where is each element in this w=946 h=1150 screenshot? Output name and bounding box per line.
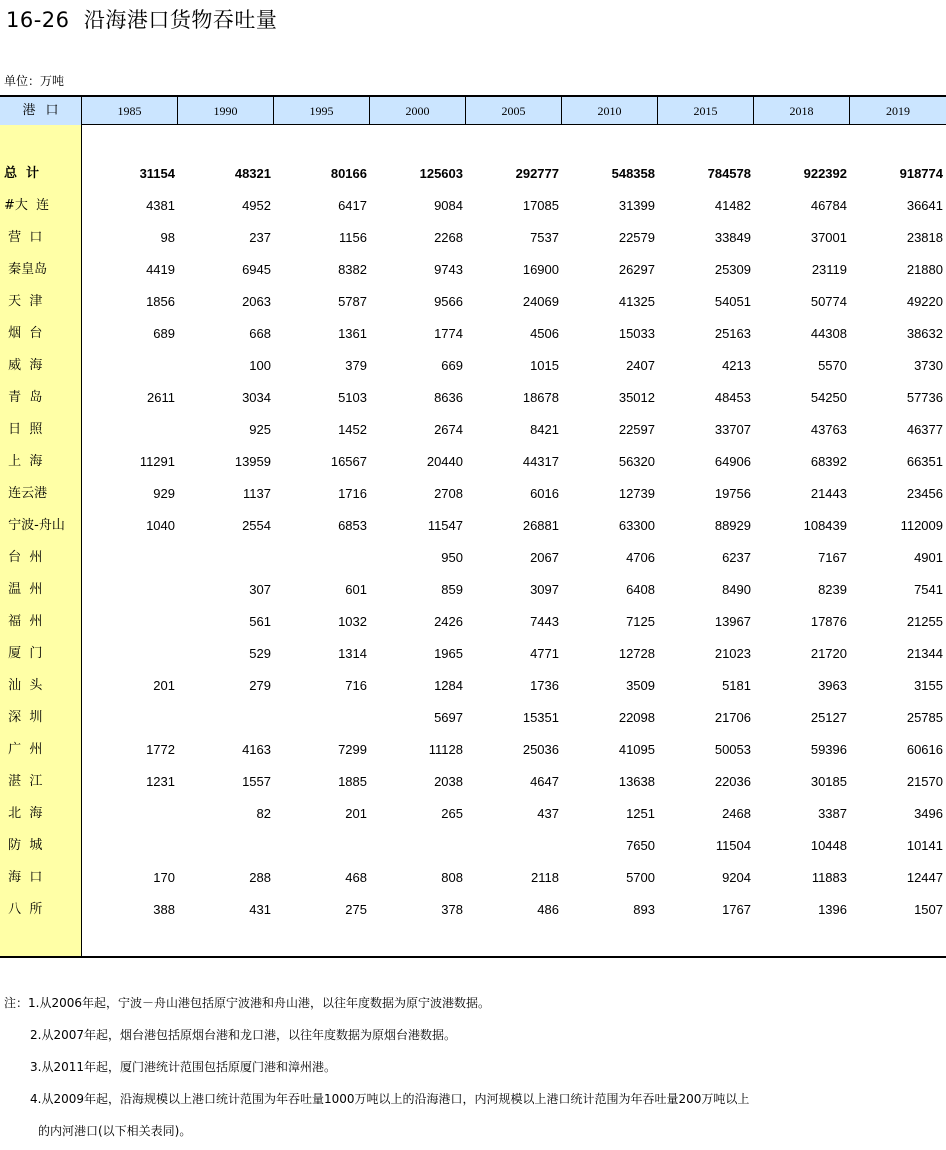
table-cell: 5570	[818, 358, 847, 373]
table-cell: 2611	[147, 390, 175, 405]
table-cell: 2407	[626, 358, 655, 373]
table-cell: 44308	[810, 326, 847, 341]
table-cell: 16567	[330, 454, 367, 469]
row-label: 天 津	[4, 294, 43, 309]
table-cell: 388	[153, 902, 175, 917]
table-row	[0, 542, 946, 574]
table-cell: 950	[441, 550, 463, 565]
data-table	[0, 95, 946, 958]
table-cell: 378	[441, 902, 463, 917]
table-cell: 925	[249, 422, 271, 437]
row-label: 湛 江	[4, 774, 43, 789]
table-cell: 1736	[530, 678, 559, 693]
table-cell: 7125	[626, 614, 655, 629]
table-cell: 9566	[434, 294, 463, 309]
table-row	[0, 670, 946, 702]
table-cell: 1774	[434, 326, 463, 341]
table-cell: 3155	[914, 678, 943, 693]
table-cell: 929	[153, 486, 175, 501]
row-label: 青 岛	[4, 390, 43, 405]
table-cell: 41482	[714, 198, 751, 213]
table-cell: 9743	[434, 262, 463, 277]
table-cell: 41095	[618, 742, 655, 757]
table-cell: 7167	[818, 550, 847, 565]
row-label: 广 州	[4, 742, 43, 757]
table-cell	[85, 574, 175, 606]
table-cell: 2468	[722, 806, 751, 821]
table-cell: 46784	[810, 198, 847, 213]
table-cell: 3509	[626, 678, 655, 693]
table-cell: 918774	[899, 166, 943, 181]
table-cell	[85, 606, 175, 638]
table-cell: 1284	[434, 678, 463, 693]
table-cell: 784578	[707, 166, 751, 181]
table-cell: 3730	[914, 358, 943, 373]
table-cell	[373, 830, 463, 862]
table-cell: 15351	[522, 710, 559, 725]
row-label: 深 圳	[4, 710, 43, 725]
table-cell: 44317	[522, 454, 559, 469]
table-cell: 1032	[338, 614, 367, 629]
table-cell: 1856	[146, 294, 175, 309]
table-cell: 11504	[715, 838, 751, 853]
table-row	[0, 350, 946, 382]
table-cell: 49220	[906, 294, 943, 309]
footnote-line: 3.从2011年起，厦门港统计范围包括原厦门港和漳州港。	[30, 1060, 336, 1074]
table-cell: 5697	[434, 710, 463, 725]
table-cell: 6408	[626, 582, 655, 597]
table-cell: 265	[441, 806, 463, 821]
row-label: 防 城	[4, 838, 43, 853]
table-cell: 12739	[618, 486, 655, 501]
table-cell	[85, 830, 175, 862]
table-cell: 21880	[906, 262, 943, 277]
table-row	[0, 734, 946, 766]
table-cell: 25163	[714, 326, 751, 341]
table-cell: 201	[153, 678, 175, 693]
row-label: 台 州	[4, 550, 43, 565]
table-cell: 50053	[714, 742, 751, 757]
table-cell: 1231	[146, 774, 175, 789]
table-cell: 431	[249, 902, 271, 917]
table-cell	[469, 830, 559, 862]
row-label: 汕 头	[4, 678, 43, 693]
table-cell: 21443	[810, 486, 847, 501]
header-year-2000: 2000	[369, 97, 465, 125]
row-label: 上 海	[4, 454, 43, 469]
table-cell: 22597	[618, 422, 655, 437]
table-cell: 82	[256, 806, 271, 821]
table-cell: 63300	[618, 518, 655, 533]
table-cell: 31399	[618, 198, 655, 213]
table-cell: 486	[537, 902, 559, 917]
table-cell: 24069	[522, 294, 559, 309]
table-cell: 379	[345, 358, 367, 373]
row-label: 秦皇岛	[4, 262, 48, 277]
table-cell	[277, 830, 367, 862]
table-cell: 48453	[714, 390, 751, 405]
table-cell: 22579	[618, 230, 655, 245]
table-cell: 20440	[426, 454, 463, 469]
table-cell: 4901	[914, 550, 943, 565]
table-cell: 1716	[338, 486, 367, 501]
table-row	[0, 222, 946, 254]
row-label: 烟 台	[4, 326, 43, 341]
table-cell: 4506	[530, 326, 559, 341]
table-cell: 561	[249, 614, 271, 629]
table-cell: 100	[249, 358, 271, 373]
header-label-port: 港口	[0, 97, 81, 125]
table-cell: 5787	[338, 294, 367, 309]
table-row	[0, 286, 946, 318]
table-cell: 1507	[914, 902, 943, 917]
table-cell	[85, 350, 175, 382]
table-cell: 7650	[626, 838, 655, 853]
table-row	[0, 766, 946, 798]
table-cell: 54051	[714, 294, 751, 309]
header-year-2005: 2005	[465, 97, 561, 125]
table-cell: 6016	[530, 486, 559, 501]
table-row	[0, 382, 946, 414]
row-label: 厦 门	[4, 646, 43, 661]
table-cell: 17876	[810, 614, 847, 629]
table-row	[0, 510, 946, 542]
header-year-2015: 2015	[657, 97, 753, 125]
table-cell: 1767	[722, 902, 751, 917]
row-label: 连云港	[4, 486, 48, 501]
table-cell	[85, 798, 175, 830]
table-cell: 13959	[234, 454, 271, 469]
table-cell: 16900	[522, 262, 559, 277]
table-cell: 922392	[803, 166, 847, 181]
row-label: 威 海	[4, 358, 43, 373]
table-cell: 50774	[810, 294, 847, 309]
table-cell: 23818	[906, 230, 943, 245]
table-cell: 22036	[714, 774, 751, 789]
table-cell: 5181	[722, 678, 751, 693]
table-cell: 19756	[714, 486, 751, 501]
header-year-2010: 2010	[561, 97, 657, 125]
table-cell: 11291	[139, 454, 175, 469]
table-cell: 237	[249, 230, 271, 245]
table-cell: 25036	[522, 742, 559, 757]
table-row	[0, 574, 946, 606]
table-cell: 4952	[242, 198, 271, 213]
table-cell: 15033	[618, 326, 655, 341]
table-cell: 4706	[626, 550, 655, 565]
table-cell: 31154	[139, 166, 175, 181]
table-cell: 8636	[434, 390, 463, 405]
table-cell: 8382	[338, 262, 367, 277]
table-bottom-rule	[0, 956, 946, 958]
table-cell: 26881	[522, 518, 559, 533]
table-cell: 1040	[146, 518, 175, 533]
table-cell: 98	[160, 230, 175, 245]
table-cell: 2038	[434, 774, 463, 789]
table-cell: 112009	[900, 518, 943, 533]
table-cell: 7443	[530, 614, 559, 629]
header-year-2019: 2019	[849, 97, 946, 125]
table-cell: 25127	[810, 710, 847, 725]
table-cell	[181, 702, 271, 734]
row-label: 营 口	[4, 230, 43, 245]
table-cell: 23119	[811, 262, 847, 277]
table-cell: 4419	[146, 262, 175, 277]
table-cell: 25309	[714, 262, 751, 277]
table-cell	[277, 702, 367, 734]
table-cell: 2554	[242, 518, 271, 533]
table-cell: 11883	[811, 870, 847, 885]
header-year-1990: 1990	[177, 97, 273, 125]
table-cell: 21720	[810, 646, 847, 661]
table-row	[0, 702, 946, 734]
table-cell: 2067	[530, 550, 559, 565]
table-row	[0, 478, 946, 510]
table-cell: 48321	[234, 166, 271, 181]
table-cell: 108439	[803, 518, 847, 533]
table-cell: 3034	[242, 390, 271, 405]
table-cell: 1251	[626, 806, 655, 821]
table-row	[0, 862, 946, 894]
table-cell: 468	[345, 870, 367, 885]
table-cell: 2268	[434, 230, 463, 245]
table-cell: 275	[345, 902, 367, 917]
table-cell	[181, 830, 271, 862]
table-cell: 46377	[906, 422, 943, 437]
table-row	[0, 638, 946, 670]
table-cell: 548358	[611, 166, 655, 181]
table-cell: 12447	[906, 870, 943, 885]
table-cell	[85, 638, 175, 670]
table-cell: 41325	[618, 294, 655, 309]
row-label: 北 海	[4, 806, 43, 821]
table-cell: 1361	[338, 326, 367, 341]
row-label: 海 口	[4, 870, 43, 885]
table-cell: 689	[153, 326, 175, 341]
table-cell: 21570	[906, 774, 943, 789]
table-cell: 21344	[906, 646, 943, 661]
table-cell: 1772	[146, 742, 175, 757]
table-cell: 1452	[338, 422, 367, 437]
row-label: 八 所	[4, 902, 43, 917]
table-cell: 8490	[722, 582, 751, 597]
table-cell: 2118	[531, 870, 559, 885]
table-cell: 68392	[810, 454, 847, 469]
table-row	[0, 190, 946, 222]
table-cell: 9084	[434, 198, 463, 213]
table-cell: 859	[441, 582, 463, 597]
table-cell: 38632	[906, 326, 943, 341]
table-cell	[85, 414, 175, 446]
table-cell: 893	[633, 902, 655, 917]
table-cell: 12728	[618, 646, 655, 661]
table-header	[0, 95, 946, 125]
table-cell: 21255	[906, 614, 943, 629]
table-cell	[277, 542, 367, 574]
table-cell: 1015	[530, 358, 559, 373]
table-cell	[85, 542, 175, 574]
table-cell: 13638	[618, 774, 655, 789]
table-cell: 13967	[714, 614, 751, 629]
table-cell: 57736	[906, 390, 943, 405]
footnote-line: 的内河港口(以下相关表同)。	[38, 1124, 192, 1138]
table-cell: 1965	[434, 646, 463, 661]
table-cell: 88929	[714, 518, 751, 533]
table-cell: 11128	[428, 742, 463, 757]
table-cell: 3963	[818, 678, 847, 693]
table-cell: 21706	[714, 710, 751, 725]
table-cell: 7537	[530, 230, 559, 245]
table-cell: 56320	[618, 454, 655, 469]
table-cell: 4213	[722, 358, 751, 373]
table-cell: 35012	[618, 390, 655, 405]
table-cell: 3097	[530, 582, 559, 597]
table-cell: 33849	[714, 230, 751, 245]
table-cell: 601	[345, 582, 367, 597]
table-cell: 201	[345, 806, 367, 821]
table-cell: 8421	[530, 422, 559, 437]
footnote-line: 2.从2007年起，烟台港包括原烟台港和龙口港，以往年度数据为原烟台港数据。	[30, 1028, 456, 1042]
table-cell: 66351	[906, 454, 943, 469]
row-label: 宁波-舟山	[4, 518, 65, 533]
unit-label: 单位：万吨	[4, 74, 65, 88]
table-cell: 5103	[338, 390, 367, 405]
table-cell: 279	[249, 678, 271, 693]
table-row	[0, 318, 946, 350]
table-cell: 1137	[243, 486, 271, 501]
row-label: #大 连	[4, 198, 50, 213]
header-year-1995: 1995	[273, 97, 369, 125]
table-row	[0, 158, 946, 190]
table-cell: 60616	[906, 742, 943, 757]
table-cell: 437	[537, 806, 559, 821]
table-cell: 1396	[818, 902, 847, 917]
row-label: 日 照	[4, 422, 43, 437]
table-row	[0, 830, 946, 862]
row-label: 温 州	[4, 582, 43, 597]
table-cell: 6853	[338, 518, 367, 533]
table-cell: 1557	[242, 774, 271, 789]
table-cell: 307	[249, 582, 271, 597]
table-cell: 4381	[146, 198, 175, 213]
table-cell: 292777	[515, 166, 559, 181]
table-cell: 10141	[906, 838, 943, 853]
table-cell: 1885	[338, 774, 367, 789]
header-year-2018: 2018	[753, 97, 849, 125]
table-cell: 22098	[618, 710, 655, 725]
table-cell: 7299	[338, 742, 367, 757]
table-cell: 2426	[434, 614, 463, 629]
row-label: 福 州	[4, 614, 43, 629]
table-cell: 3496	[914, 806, 943, 821]
table-cell: 25785	[906, 710, 943, 725]
table-row	[0, 606, 946, 638]
footnote-line: 注：1.从2006年起，宁波－舟山港包括原宁波港和舟山港，以往年度数据为原宁波港数据。	[4, 996, 490, 1010]
table-cell	[181, 542, 271, 574]
table-cell: 6417	[338, 198, 367, 213]
table-cell: 23456	[906, 486, 943, 501]
footnote-line: 4.从2009年起，沿海规模以上港口统计范围为年吞吐量1000万吨以上的沿海港口，内河规模以上港口统计范围为年吞吐量200万吨以上	[30, 1092, 750, 1106]
table-row	[0, 446, 946, 478]
table-cell: 18678	[522, 390, 559, 405]
table-cell: 43763	[810, 422, 847, 437]
table-cell: 59396	[810, 742, 847, 757]
table-cell: 64906	[714, 454, 751, 469]
table-cell: 30185	[810, 774, 847, 789]
table-cell: 11547	[427, 518, 463, 533]
table-row	[0, 414, 946, 446]
table-row	[0, 798, 946, 830]
header-year-1985: 1985	[81, 97, 177, 125]
table-cell: 36641	[906, 198, 943, 213]
table-cell: 5700	[626, 870, 655, 885]
table-cell: 125603	[419, 166, 463, 181]
page-title: 16-26 沿海港口货物吞吐量	[6, 8, 278, 32]
table-cell: 10448	[810, 838, 847, 853]
table-cell: 4647	[530, 774, 559, 789]
table-cell: 3387	[818, 806, 847, 821]
table-cell: 37001	[810, 230, 847, 245]
table-cell: 2063	[242, 294, 271, 309]
table-cell: 7541	[914, 582, 943, 597]
table-cell: 2708	[434, 486, 463, 501]
table-cell: 1314	[338, 646, 367, 661]
table-cell	[85, 702, 175, 734]
table-cell: 17085	[522, 198, 559, 213]
table-cell: 669	[441, 358, 463, 373]
table-cell: 4771	[530, 646, 559, 661]
table-cell: 6945	[242, 262, 271, 277]
table-cell: 1156	[339, 230, 367, 245]
table-cell: 8239	[818, 582, 847, 597]
table-cell: 9204	[722, 870, 751, 885]
table-cell: 2674	[434, 422, 463, 437]
table-row	[0, 894, 946, 926]
table-cell: 170	[153, 870, 175, 885]
table-row	[0, 254, 946, 286]
table-cell: 529	[249, 646, 271, 661]
table-cell: 808	[441, 870, 463, 885]
table-cell: 21023	[714, 646, 751, 661]
table-cell: 80166	[330, 166, 367, 181]
table-cell: 6237	[722, 550, 751, 565]
table-cell: 26297	[618, 262, 655, 277]
table-cell: 4163	[242, 742, 271, 757]
table-cell: 288	[249, 870, 271, 885]
table-cell: 668	[249, 326, 271, 341]
table-cell: 716	[345, 678, 367, 693]
table-cell: 54250	[810, 390, 847, 405]
table-cell: 33707	[714, 422, 751, 437]
row-label: 总 计	[4, 166, 40, 181]
